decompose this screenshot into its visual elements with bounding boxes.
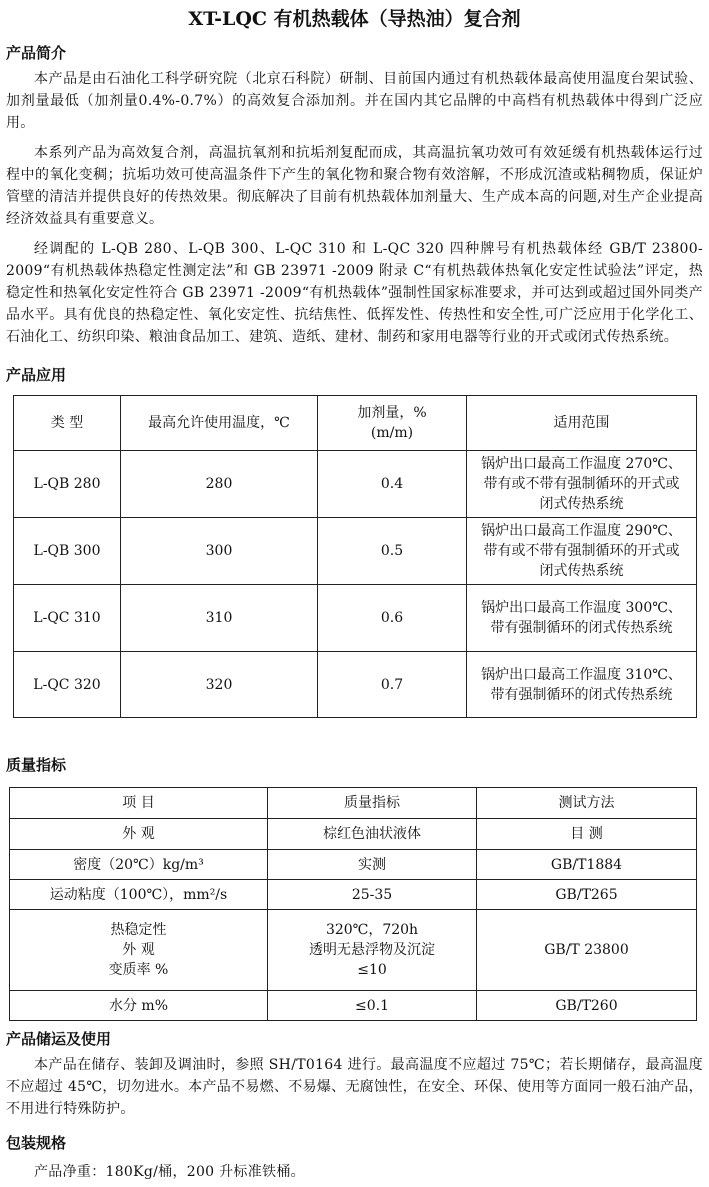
- method-cell: GB/T 23800: [477, 910, 697, 991]
- spec-cell: 320℃，720h 透明无悬浮物及沉淀 ≤10: [268, 910, 477, 991]
- table-header-row: [10, 788, 697, 819]
- scope-cell: 锅炉出口最高工作温度 270℃、带有或不带有强制循环的开式或闭式传热系统: [467, 451, 697, 518]
- table-row: [14, 451, 697, 518]
- temp-cell: 300: [121, 518, 318, 585]
- table-header-cell: 项 目: [10, 788, 268, 819]
- packaging-paragraph: 产品净重：180Kg/桶，200 升标准铁桶。: [34, 1164, 305, 1180]
- table-row: [14, 518, 697, 585]
- section-heading-intro: 产品简介: [6, 44, 67, 62]
- scope-cell: 锅炉出口最高工作温度 310℃、带有强制循环的闭式传热系统: [467, 652, 697, 718]
- section-heading-application: 产品应用: [6, 366, 67, 384]
- table-header-cell: 质量指标: [268, 788, 477, 819]
- item-cell: 运动粘度（100℃），mm²/s: [10, 880, 268, 910]
- temp-cell: 320: [121, 652, 318, 718]
- table-header-cell: 加剂量，%(m/m): [318, 396, 467, 451]
- dose-cell: 0.6: [318, 585, 467, 652]
- section-heading-packaging: 包装规格: [6, 1134, 67, 1152]
- table-header-row: [14, 396, 697, 451]
- method-cell: GB/T260: [477, 991, 697, 1021]
- section-heading-quality: 质量指标: [6, 756, 67, 774]
- scope-cell: 锅炉出口最高工作温度 300℃、带有强制循环的闭式传热系统: [467, 585, 697, 652]
- intro-paragraph-1: 本产品是由石油化工科学研究院（北京石科院）研制、目前国内通过有机热载体最高使用温度台架试验、加剂量最低（加剂量0.4%-0.7%）的高效复合添加剂。并在国内其它品牌的中高档有机热载体中得到广泛应用。: [6, 71, 703, 131]
- quality-table: [9, 787, 697, 1021]
- section-heading-storage: 产品储运及使用: [6, 1030, 112, 1048]
- scope-cell: 锅炉出口最高工作温度 290℃、带有或不带有强制循环的开式或闭式传热系统: [467, 518, 697, 585]
- dose-cell: 0.7: [318, 652, 467, 718]
- table-row: [10, 880, 697, 910]
- temp-cell: 280: [121, 451, 318, 518]
- table-header-cell: 最高允许使用温度，℃: [121, 396, 318, 451]
- intro-paragraph-3: 经调配的 L-QB 280、L-QB 300、L-QC 310 和 L-QC 320 四种牌号有机热载体经 GB/T 23800-2009“有机热载体热稳定性测定法”和 GB 23971 -2009 附录 C“有机热载体热氧化安定性试验法”评定，热稳定性和热氧化安定性符合 GB 23971 -2009“有机热载体”强制性国家标准要求，并可达到或超过国外同类产品水平。具有优良的热稳定性、氧化安定性、抗结焦性、低挥发性、传热性和安全性,可广泛应用于化学化工、石油化工、纺织印染、粮油食品加工、建筑、造纸、建材、制药和家用电器等行业的开式或闭式传热系统。: [6, 241, 703, 345]
- table-row: [14, 652, 697, 718]
- item-cell: 外 观: [10, 819, 268, 850]
- table-row: [10, 991, 697, 1021]
- table-header-cell: 适用范围: [467, 396, 697, 451]
- method-cell: 目 测: [477, 819, 697, 850]
- temp-cell: 310: [121, 585, 318, 652]
- dose-cell: 0.5: [318, 518, 467, 585]
- table-row: [14, 585, 697, 652]
- page-title: XT-LQC 有机热载体（导热油）复合剂: [188, 8, 521, 30]
- intro-paragraph-2: 本系列产品为高效复合剂，高温抗氧剂和抗垢剂复配而成，其高温抗氧功效可有效延缓有机热载体运行过程中的氧化变稠；抗垢功效可使高温条件下产生的氧化物和聚合物有效溶解，不形成沉渣或粘稠物质，保证炉管壁的清洁并提供良好的传热效果。彻底解决了目前有机热载体加剂量大、生产成本高的问题,对生产企业提高经济效益具有重要意义。: [6, 145, 703, 227]
- method-cell: GB/T265: [477, 880, 697, 910]
- type-cell: L-QB 300: [14, 518, 121, 585]
- type-cell: L-QC 320: [14, 652, 121, 718]
- table-row: [10, 850, 697, 880]
- spec-cell: ≤0.1: [268, 991, 477, 1021]
- table-row: [10, 910, 697, 991]
- spec-cell: 实测: [268, 850, 477, 880]
- item-cell: 水分 m%: [10, 991, 268, 1021]
- table-header-cell: 测试方法: [477, 788, 697, 819]
- spec-cell: 棕红色油状液体: [268, 819, 477, 850]
- item-cell: 密度（20℃）kg/m³: [10, 850, 268, 880]
- table-header-cell: 类 型: [14, 396, 121, 451]
- spec-cell: 25-35: [268, 880, 477, 910]
- item-cell: 热稳定性 外 观 变质率 %: [10, 910, 268, 991]
- method-cell: GB/T1884: [477, 850, 697, 880]
- application-table: [13, 395, 697, 718]
- type-cell: L-QB 280: [14, 451, 121, 518]
- table-row: [10, 819, 697, 850]
- type-cell: L-QC 310: [14, 585, 121, 652]
- dose-cell: 0.4: [318, 451, 467, 518]
- storage-paragraph: 本产品在储存、装卸及调油时，参照 SH/T0164 进行。最高温度不应超过 75℃；若长期储存，最高温度不应超过 45℃，切勿进水。本产品不易燃、不易爆、无腐蚀性，在安全、环保、使用等方面同一般石油产品，不用进行特殊防护。: [6, 1057, 703, 1117]
